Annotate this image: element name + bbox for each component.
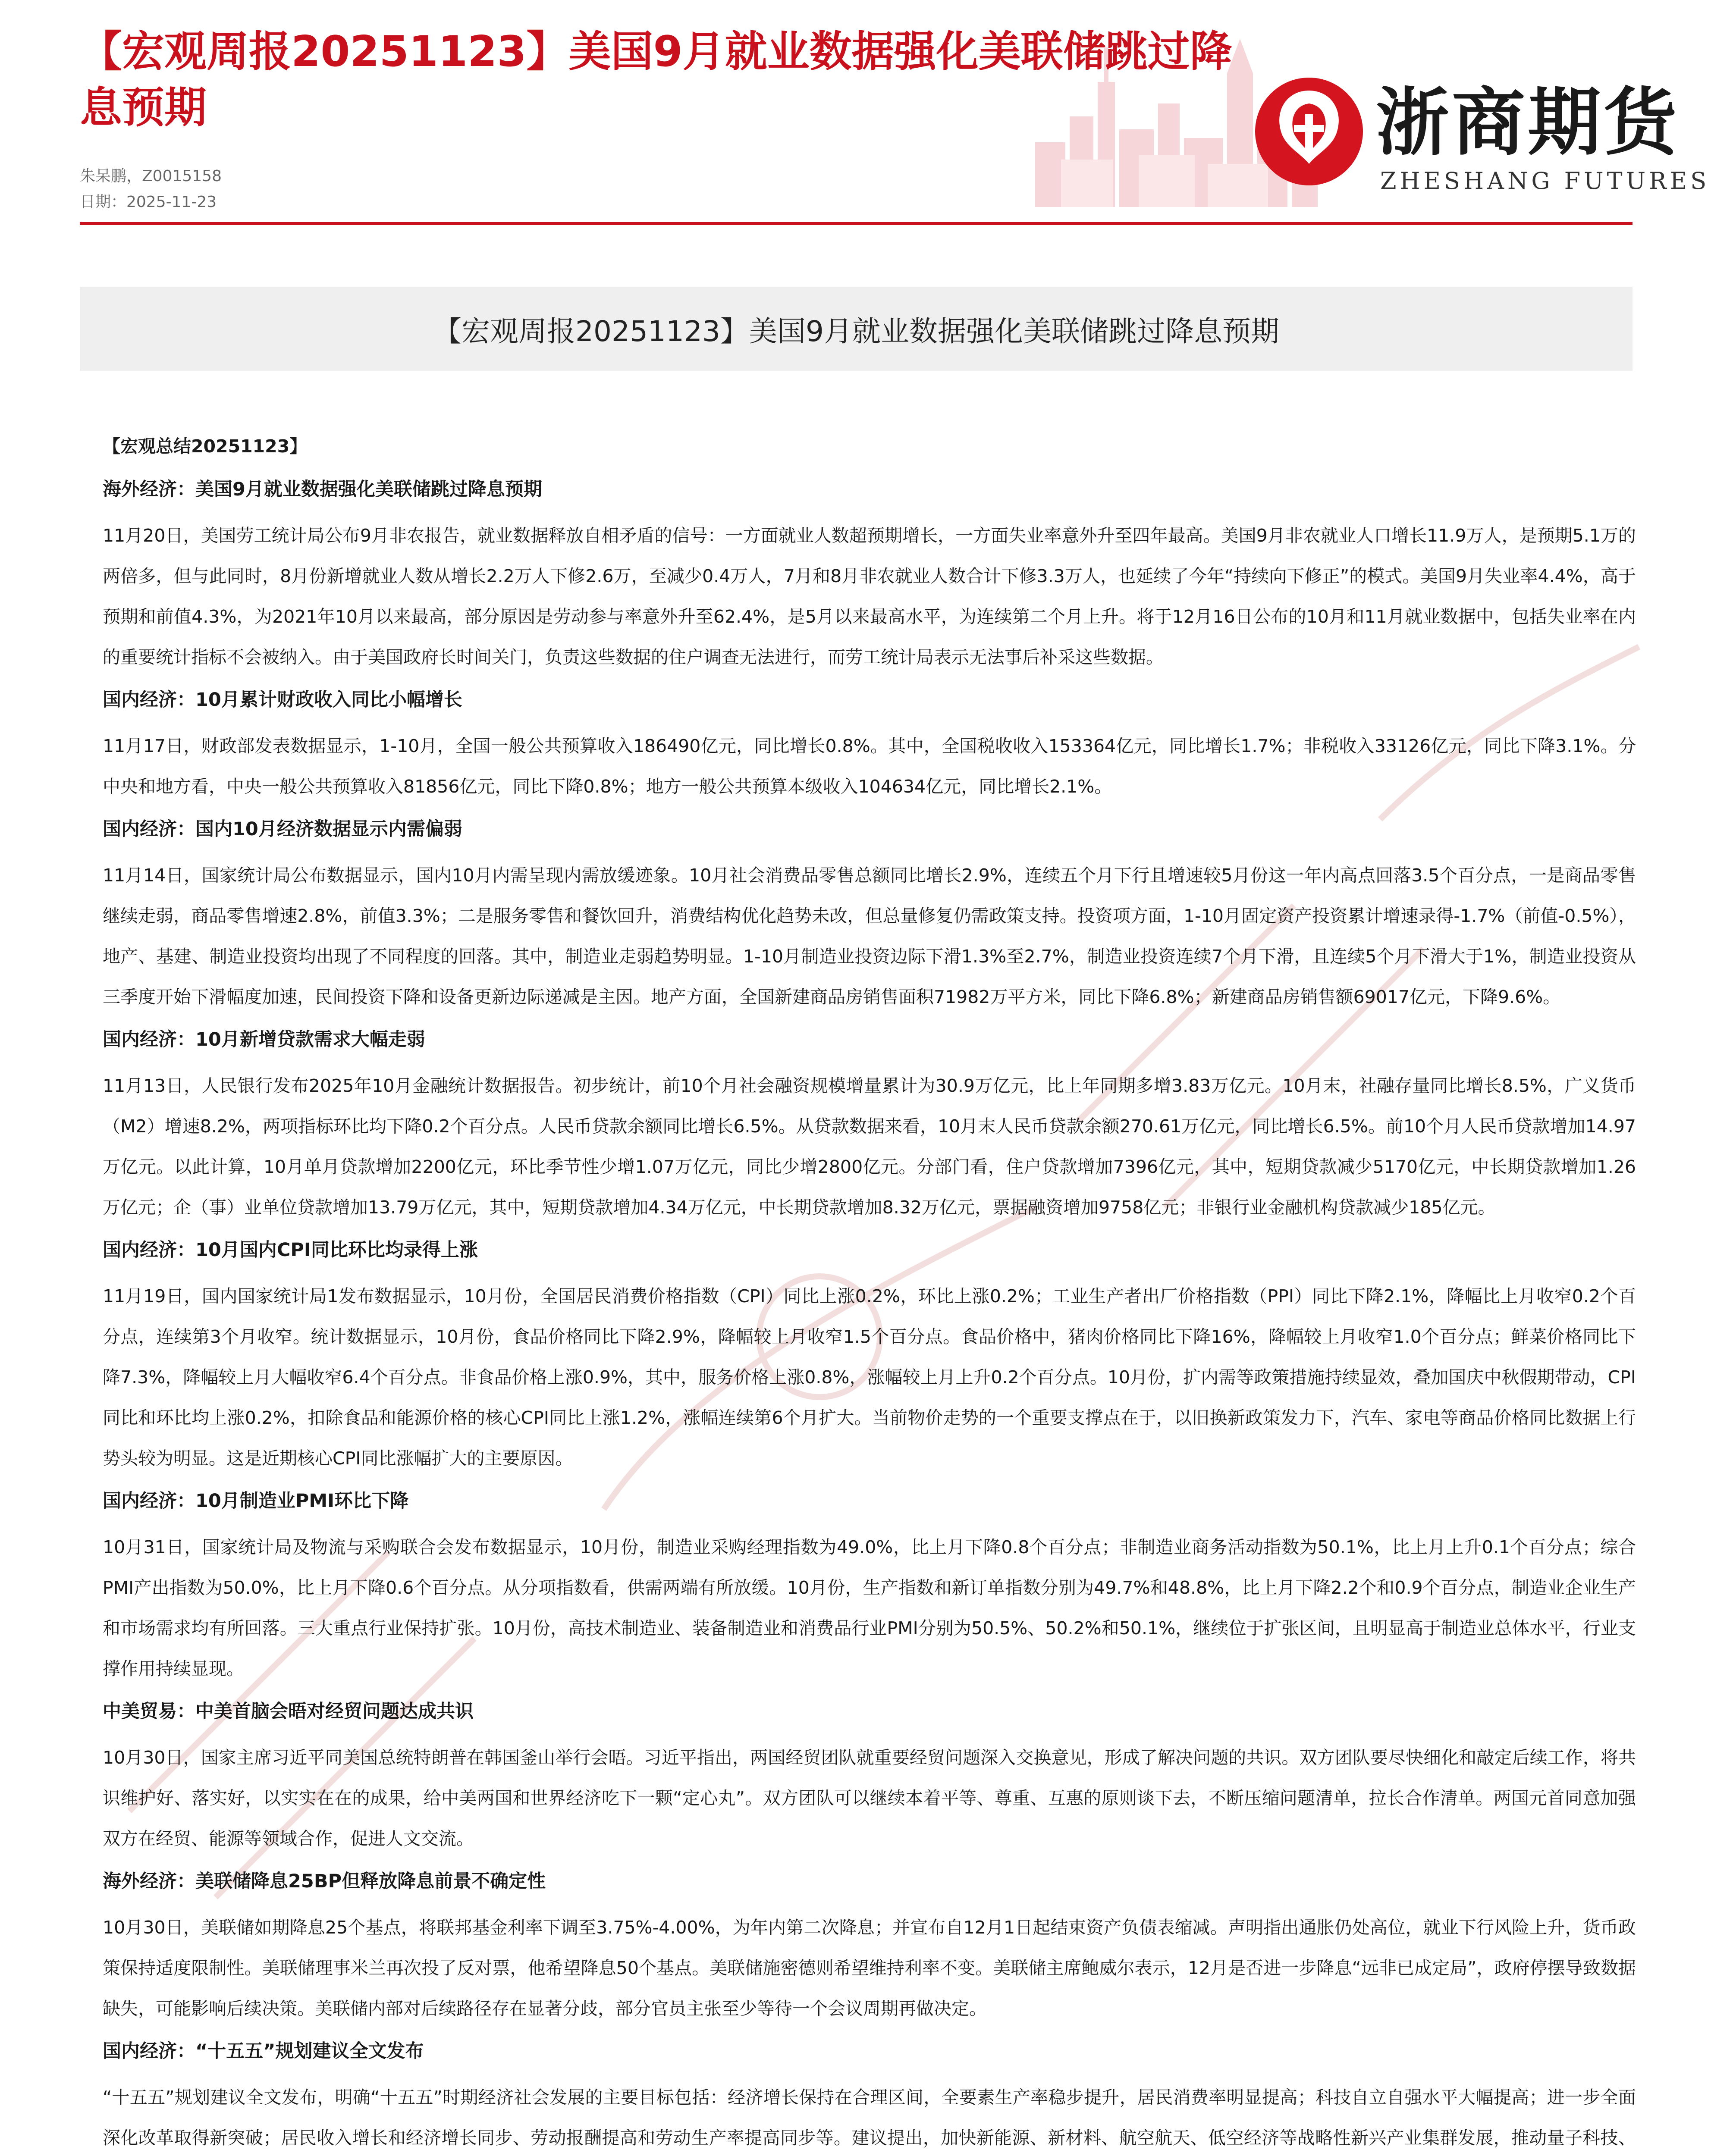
author-line: 朱呆鹏，Z0015158 xyxy=(80,167,222,185)
logo-chinese-name: 浙商期货 xyxy=(1376,80,1680,166)
section-paragraph: 10月31日，国家统计局及物流与采购联合会发布数据显示，10月份，制造业采购经理指数为49.0%，比上月下降0.8个百分点；非制造业商务活动指数为50.1%，比上月上升0.1个百分点；综合PMI产出指数为50.0%，比上月下降0.6个百分点。从分项指数看，供需两端有所放缓。10月份，生产指数和新订单指数分别为49.7%和48.8%，比上月下降2.2个和0.9个百分点，制造业企业生产和市场需求均有所回落。三大重点行业保持扩张。10月份，高技术制造业、装备制造业和消费品行业PMI分别为50.5%、50.2%和50.1%，继续位于扩张区间，且明显高于制造业总体水平，行业支撑作用持续显现。 xyxy=(103,1537,1636,1679)
page-title: 【宏观周报20251123】美国9月就业数据强化美联储跳过降息预期 xyxy=(80,27,1232,132)
banner-title: 【宏观周报20251123】美国9月就业数据强化美联储跳过降息预期 xyxy=(433,315,1279,348)
section-heading: 海外经济：美国9月就业数据强化美联储跳过降息预期 xyxy=(103,479,542,500)
section-heading: 海外经济：美联储降息25BP但释放降息前景不确定性 xyxy=(103,1871,546,1892)
title-banner xyxy=(80,287,1633,371)
section-paragraph: 10月30日，美联储如期降息25个基点，将联邦基金利率下调至3.75%-4.00%，为年内第二次降息；并宣布自12月1日起结束资产负债表缩减。声明指出通胀仍处高位，就业下行风险上升，货币政策保持适度限制性。美联储理事米兰再次投了反对票，他希望降息50个基点。美联储施密德则希望维持利率不变。美联储主席鲍威尔表示，12月是否进一步降息“远非已成定局”，政府停摆导致数据缺失，可能影响后续决策。美联储内部对后续路径存在显著分歧，部分官员主张至少等待一个会议周期再做决定。 xyxy=(103,1917,1636,2019)
section-domestic-demand xyxy=(103,816,1636,1017)
section-new-loans xyxy=(103,1027,1636,1228)
section-paragraph: 11月17日，财政部发表数据显示，1-10月，全国一般公共预算收入186490亿元，同比增长0.8%。其中，全国税收收入153364亿元，同比增长1.7%；非税收入33126亿元，同比下降3.1%。分中央和地方看，中央一般公共预算收入81856亿元，同比下降0.8%；地方一般公共预算本级收入104634亿元，同比增长2.1%。 xyxy=(103,736,1636,797)
zheshang-logo xyxy=(1251,65,1710,207)
zheshang-logo-icon xyxy=(1251,73,1367,190)
section-heading: 国内经济：10月新增贷款需求大幅走弱 xyxy=(103,1029,425,1050)
logo-english-name: ZHESHANG FUTURES xyxy=(1380,167,1710,194)
section-paragraph: 10月30日，国家主席习近平同美国总统特朗普在韩国釜山举行会晤。习近平指出，两国经贸团队就重要经贸问题深入交换意见，形成了解决问题的共识。双方团队要尽快细化和敲定后续工作，将共识维护好、落实好，以实实在在的成果，给中美两国和世界经济吃下一颗“定心丸”。双方团队可以继续本着平等、尊重、互惠的原则谈下去，不断压缩问题清单，拉长合作清单。两国元首同意加强双方在经贸、能源等领域合作，促进人文交流。 xyxy=(103,1747,1636,1849)
section-china-us-trade xyxy=(103,1698,1636,1859)
header-divider xyxy=(80,222,1633,225)
section-heading: 中美贸易：中美首脑会晤对经贸问题达成共识 xyxy=(103,1701,474,1722)
date-line: 日期：2025-11-23 xyxy=(80,193,217,211)
summary-tag: 【宏观总结20251123】 xyxy=(103,436,308,457)
section-pmi xyxy=(103,1488,1636,1689)
report-body xyxy=(103,433,1636,2156)
section-15th-five-year-plan xyxy=(103,2038,1636,2156)
section-heading: 国内经济：国内10月经济数据显示内需偏弱 xyxy=(103,818,462,840)
section-cpi xyxy=(103,1237,1636,1479)
section-us-jobs xyxy=(103,476,1636,677)
section-paragraph: 11月13日，人民银行发布2025年10月金融统计数据报告。初步统计，前10个月社会融资规模增量累计为30.9万亿元，比上年同期多增3.83万亿元。10月末，社融存量同比增长8.5%，广义货币（M2）增速8.2%，两项指标环比均下降0.2个百分点。人民币贷款余额同比增长6.5%。从贷款数据来看，10月末人民币贷款余额270.61万亿元，同比增长6.5%。前10个月人民币贷款增加14.97万亿元。以此计算，10月单月贷款增加2200亿元，环比季节性少增1.07万亿元，同比少增2800亿元。分部门看，住户贷款增加7396亿元，其中，短期贷款减少5170亿元，中长期贷款增加1.26万亿元；企（事）业单位贷款增加13.79万亿元，其中，短期贷款增加4.34万亿元，中长期贷款增加8.32万亿元，票据融资增加9758亿元；非银行业金融机构贷款减少185亿元。 xyxy=(103,1075,1636,1218)
section-heading: 国内经济：“十五五”规划建议全文发布 xyxy=(103,2040,424,2062)
section-heading: 国内经济：10月累计财政收入同比小幅增长 xyxy=(103,689,462,711)
section-paragraph: 11月14日，国家统计局公布数据显示，国内10月内需呈现内需放缓迹象。10月社会消费品零售总额同比增长2.9%，连续五个月下行且增速较5月份这一年内高点回落3.5个百分点，一是商品零售继续走弱，商品零售增速2.8%，前值3.3%；二是服务零售和餐饮回升，消费结构优化趋势未改，但总量修复仍需政策支持。投资项方面，1-10月固定资产投资累计增速录得-1.7%（前值-0.5%），地产、基建、制造业投资均出现了不同程度的回落。其中，制造业走弱趋势明显。1-10月制造业投资边际下滑1.3%至2.7%，制造业投资连续7个月下滑，且连续5个月下滑大于1%，制造业投资从三季度开始下滑幅度加速，民间投资下降和设备更新边际递减是主因。地产方面，全国新建商品房销售面积71982万平方米，同比下降6.8%；新建商品房销售额69017亿元，下降9.6%。 xyxy=(103,865,1636,1007)
section-fiscal-revenue xyxy=(103,687,1636,807)
report-header xyxy=(0,0,1711,224)
section-heading: 国内经济：10月制造业PMI环比下降 xyxy=(103,1490,409,1512)
section-paragraph: “十五五”规划建议全文发布，明确“十五五”时期经济社会发展的主要目标包括：经济增长保持在合理区间，全要素生产率稳步提升，居民消费率明显提高；科技自立自强水平大幅提高；进一步全面深化改革取得新突破；居民收入增长和经济增长同步、劳动报酬提高和劳动生产率提高同步等。建议提出，加快新能源、新材料、航空航天、低空经济等战略性新兴产业集群发展，推动量子科技、 xyxy=(103,2087,1636,2148)
section-heading: 国内经济：10月国内CPI同比环比均录得上涨 xyxy=(103,1239,478,1261)
section-paragraph: 11月20日，美国劳工统计局公布9月非农报告，就业数据释放自相矛盾的信号：一方面就业人数超预期增长，一方面失业率意外升至四年最高。美国9月非农就业人口增长11.9万人，是预期5.1万的两倍多，但与此同时，8月份新增就业人数从增长2.2万人下修2.6万，至减少0.4万人，7月和8月非农就业人数合计下修3.3万人，也延续了今年“持续向下修正”的模式。美国9月失业率4.4%，高于预期和前值4.3%，为2021年10月以来最高，部分原因是劳动参与率意外升至62.4%，是5月以来最高水平，为连续第二个月上升。将于12月16日公布的10月和11月就业数据中，包括失业率在内的重要统计指标不会被纳入。由于美国政府长时间关门，负责这些数据的住户调查无法进行，而劳工统计局表示无法事后补采这些数据。 xyxy=(103,525,1636,667)
section-paragraph: 11月19日，国内国家统计局1发布数据显示，10月份，全国居民消费价格指数（CPI）同比上涨0.2%，环比上涨0.2%；工业生产者出厂价格指数（PPI）同比下降2.1%，降幅比上月收窄0.2个百分点，连续第3个月收窄。统计数据显示，10月份，食品价格同比下降2.9%，降幅较上月收窄1.5个百分点。食品价格中，猪肉价格同比下降16%，降幅较上月收窄1.0个百分点；鲜菜价格同比下降7.3%，降幅较上月大幅收窄6.4个百分点。非食品价格上涨0.9%，其中，服务价格上涨0.8%，涨幅较上月上升0.2个百分点。10月份，扩内需等政策措施持续显效，叠加国庆中秋假期带动，CPI同比和环比均上涨0.2%，扣除食品和能源价格的核心CPI同比上涨1.2%，涨幅连续第6个月扩大。当前物价走势的一个重要支撑点在于，以旧换新政策发力下，汽车、家电等商品价格同比数据上行势头较为明显。这是近期核心CPI同比涨幅扩大的主要原因。 xyxy=(103,1286,1636,1469)
section-fed-rate-cut xyxy=(103,1868,1636,2029)
